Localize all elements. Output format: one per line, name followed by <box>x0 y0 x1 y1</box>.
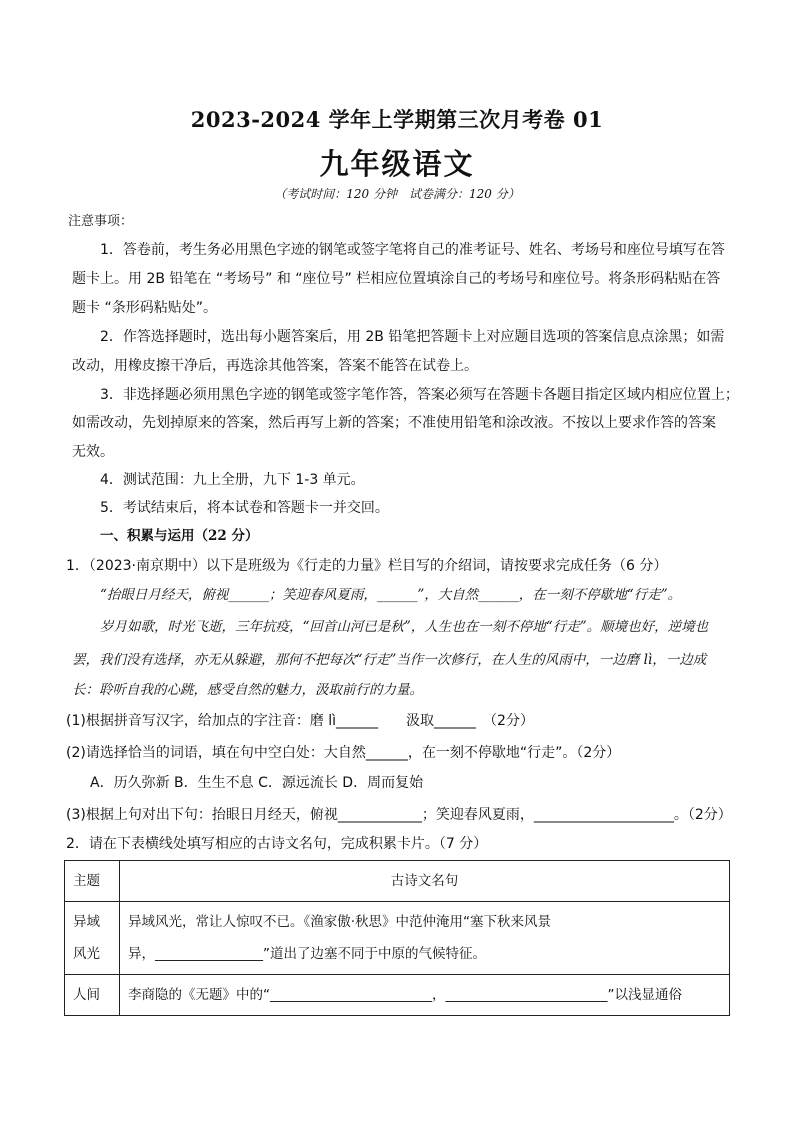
passage-line: 罢，我们没有选择，亦无从躲避，那何不把每次“行走”当作一次修行，在人生的风雨中，一边磨 lì，一边成 <box>72 652 707 668</box>
question-1-stem: 1．（2023·南京期中）以下是班级为《行走的力量》栏目写的介绍词，请按要求完成任务（6 分） <box>66 558 668 574</box>
table-header-poetry: 古诗文名句 <box>120 861 730 902</box>
question-1-sub1: (1)根据拼音写汉字，给加点的字注音：磨 lì______ 汲取______ （2分） <box>66 713 534 729</box>
subject-title: 九年级语文 <box>319 147 475 181</box>
passage-line: “抬眼日月经天，俯视______；笑迎春风夏雨，______”，大自然______，在一刻不停歇地“行走”。 <box>100 587 682 603</box>
poetry-cell <box>120 975 730 1016</box>
note-line: 1．答卷前，考生务必用黑色字迹的钢笔或签字笔将自己的准考证号、姓名、考场号和座位号填写在答 <box>100 242 725 258</box>
section-heading: 一、积累与运用（22 分） <box>100 528 259 544</box>
table-row <box>65 975 730 1016</box>
poetry-text: 异域风光，常让人惊叹不已。《渔家傲·秋思》中范仲淹用“塞下秋来风景 <box>128 914 552 930</box>
poetry-text: 异，________________”道出了边塞不同于中原的气候特征。 <box>128 946 486 962</box>
poetry-text: 李商隐的《无题》中的“________________________，________________________”以浅显通俗 <box>128 987 682 1003</box>
topic-cell <box>65 975 120 1016</box>
question-1-sub3: (3)根据上句对出下句：抬眼日月经天，俯视____________；笑迎春风夏雨，____________________。（2分） <box>66 807 732 823</box>
note-line: 3．非选择题必须用黑色字迹的钢笔或签字笔作答，答案必须写在答题卡各题目指定区域内相应位置上； <box>100 387 739 403</box>
topic-cell <box>65 902 120 975</box>
note-line: 如需改动，先划掉原来的答案，然后再写上新的答案；不准使用铅笔和涂改液。不按以上要求作答的答案 <box>72 415 716 431</box>
exam-info: （考试时间：120 分钟 试卷满分：120 分） <box>274 187 520 201</box>
passage-line: 岁月如歌，时光飞逝，三年抗疫，“回首山河已是秋”，人生也在一刻不停地“行走”。顺境也好，逆境也 <box>100 619 709 635</box>
question-1-sub2: (2)请选择恰当的词语，填在句中空白处：大自然______，在一刻不停歇地“行走”。（2分） <box>66 745 621 761</box>
topic-text: 异域 <box>73 914 100 930</box>
question-2-stem: 2．请在下表横线处填写相应的古诗文名句，完成积累卡片。（7 分） <box>66 836 488 852</box>
notes-heading: 注意事项： <box>68 214 134 229</box>
note-line: 无效。 <box>72 444 114 460</box>
topic-text: 风光 <box>73 946 100 962</box>
note-line: 题卡上。用 2B 铅笔在 “考场号” 和 “座位号” 栏相应位置填涂自己的考场号和座位号。将条形码粘贴在答 <box>72 271 721 287</box>
table-row <box>65 902 730 975</box>
table-header-row <box>65 861 730 902</box>
note-line: 题卡 “条形码粘贴处”。 <box>72 300 217 316</box>
note-line: 4．测试范围：九上全册，九下 1-3 单元。 <box>100 472 365 488</box>
note-line: 5．考试结束后，将本试卷和答题卡一并交回。 <box>100 500 389 516</box>
poetry-cell <box>120 902 730 975</box>
table-header-topic: 主题 <box>65 861 120 902</box>
poetry-card-table <box>64 860 730 1016</box>
note-line: 改动，用橡皮擦干净后，再选涂其他答案，答案不能答在试卷上。 <box>72 358 478 374</box>
exam-title: 2023-2024 学年上学期第三次月考卷 01 <box>190 107 604 132</box>
passage-line: 长：聆听自我的心跳，感受自然的魅力，汲取前行的力量。 <box>72 682 423 698</box>
question-1-options: A．历久弥新 B．生生不息 C．源远流长 D．周而复始 <box>90 775 424 791</box>
topic-text: 人间 <box>73 987 100 1003</box>
note-line: 2．作答选择题时，选出每小题答案后，用 2B 铅笔把答题卡上对应题目选项的答案信息点涂黑；如需 <box>100 329 725 345</box>
